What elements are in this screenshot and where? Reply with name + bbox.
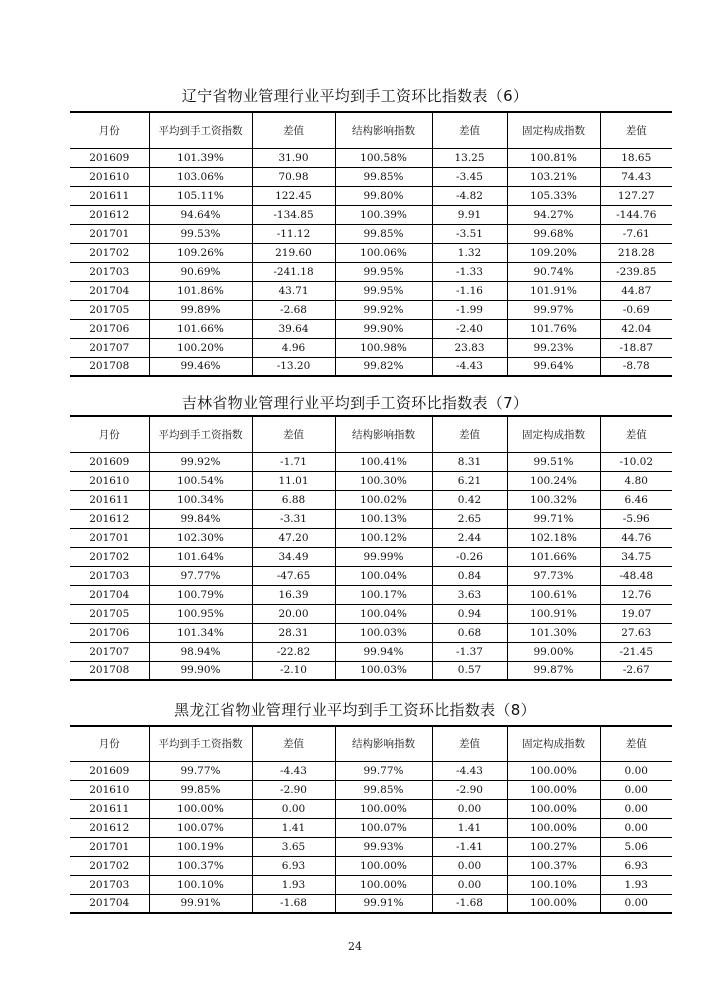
table-cell: 5.06 — [600, 837, 672, 856]
table-row — [70, 205, 672, 224]
table-row — [70, 604, 672, 623]
table-cell: -2.90 — [252, 780, 335, 799]
table-cell: 201703 — [89, 569, 130, 582]
table-cell: 201708 — [89, 664, 130, 677]
table-cell: 99.80% — [335, 186, 432, 205]
table-cell: -1.68 — [432, 894, 507, 913]
table-cell: 100.81% — [507, 148, 600, 167]
table-cell: 99.87% — [507, 661, 600, 680]
column-header: 差值 — [432, 726, 507, 761]
table-cell: 201612 — [89, 208, 130, 221]
table-cell: 201705 — [89, 607, 130, 620]
table-cell: 100.00% — [335, 875, 432, 894]
table-cell: 97.77% — [149, 566, 252, 585]
table-cell: 16.39 — [252, 585, 335, 604]
table-cell: 201609 — [89, 151, 130, 164]
table-cell: 99.97% — [507, 300, 600, 319]
table-cell: 201705 — [89, 303, 130, 316]
table-cell: 100.00% — [507, 761, 600, 780]
table-cell: 99.99% — [335, 547, 432, 566]
table-cell: 0.00 — [432, 856, 507, 875]
table-cell: 97.73% — [507, 566, 600, 585]
table-cell: 28.31 — [252, 623, 335, 642]
table-row — [70, 357, 672, 376]
header-row — [70, 726, 672, 761]
table-cell: 99.51% — [507, 452, 600, 471]
table-cell: 201610 — [89, 170, 130, 183]
table-cell: 100.37% — [149, 856, 252, 875]
table-cell: 105.33% — [507, 186, 600, 205]
table-cell: 201708 — [89, 360, 130, 373]
table-cell: 201703 — [89, 265, 130, 278]
table-cell: 99.92% — [149, 452, 252, 471]
table-cell: 99.93% — [335, 837, 432, 856]
table-cell: 90.69% — [149, 262, 252, 281]
table-row — [70, 319, 672, 338]
table-cell: -7.61 — [600, 224, 672, 243]
table-cell: 0.00 — [432, 875, 507, 894]
table-row — [70, 528, 672, 547]
table-cell: 100.02% — [335, 490, 432, 509]
table-title: 黑龙江省物业管理行业平均到手工资环比指数表（8） — [174, 701, 536, 719]
table-cell: 0.68 — [432, 623, 507, 642]
table-row — [70, 642, 672, 661]
table-cell: 201701 — [89, 531, 130, 544]
table-row — [70, 281, 672, 300]
table-cell: 20.00 — [252, 604, 335, 623]
table-cell: 6.21 — [432, 471, 507, 490]
column-header: 差值 — [432, 416, 507, 452]
table-cell: 100.91% — [507, 604, 600, 623]
table-cell: -2.10 — [252, 661, 335, 680]
table-cell: 100.19% — [149, 837, 252, 856]
table-cell: -1.16 — [432, 281, 507, 300]
table-row — [70, 471, 672, 490]
column-header: 平均到手工资指数 — [149, 726, 252, 761]
table-cell: 100.04% — [335, 604, 432, 623]
table-cell: -47.65 — [252, 566, 335, 585]
table-cell: 201703 — [89, 878, 130, 891]
header-row — [70, 112, 672, 148]
table-cell: 99.95% — [335, 262, 432, 281]
table-cell: -8.78 — [600, 357, 672, 376]
table-cell: 98.94% — [149, 642, 252, 661]
column-header: 固定构成指数 — [507, 726, 600, 761]
table-cell: 99.23% — [507, 338, 600, 357]
table-row — [70, 585, 672, 604]
table-cell: 100.79% — [149, 585, 252, 604]
table-cell: -0.69 — [600, 300, 672, 319]
table-cell: 100.04% — [335, 566, 432, 585]
table-cell: 201702 — [89, 550, 130, 563]
table-cell: 0.00 — [432, 799, 507, 818]
table-row — [70, 661, 672, 680]
table-cell: 201611 — [89, 189, 130, 202]
table-cell: 101.66% — [507, 547, 600, 566]
table-cell: 201704 — [89, 897, 130, 910]
table-cell: 201611 — [89, 802, 130, 815]
table-cell: 201610 — [89, 783, 130, 796]
table-cell: -3.51 — [432, 224, 507, 243]
table-block-liaoning — [70, 86, 657, 377]
table-cell: 27.63 — [600, 623, 672, 642]
table-cell: 11.01 — [252, 471, 335, 490]
table-cell: 100.07% — [149, 818, 252, 837]
table-cell: 0.00 — [600, 818, 672, 837]
table-row — [70, 761, 672, 780]
table-cell: 0.00 — [600, 894, 672, 913]
table-cell: -0.26 — [432, 547, 507, 566]
table-cell: 90.74% — [507, 262, 600, 281]
table-cell: 18.65 — [600, 148, 672, 167]
table-cell: 100.00% — [149, 799, 252, 818]
table-cell: -1.33 — [432, 262, 507, 281]
table-cell: -21.45 — [600, 642, 672, 661]
table-row — [70, 818, 672, 837]
table-cell: 100.32% — [507, 490, 600, 509]
table-cell: 34.49 — [252, 547, 335, 566]
table-row — [70, 856, 672, 875]
table-cell: -4.43 — [252, 761, 335, 780]
table-row — [70, 799, 672, 818]
table-cell: 100.20% — [149, 338, 252, 357]
table-cell: 201702 — [89, 859, 130, 872]
table-cell: 201702 — [89, 246, 130, 259]
column-header: 结构影响指数 — [335, 726, 432, 761]
table-cell: 201610 — [89, 474, 130, 487]
table-cell: 201609 — [89, 455, 130, 468]
table-cell: 101.91% — [507, 281, 600, 300]
table-cell: 99.95% — [335, 281, 432, 300]
index-table — [70, 415, 672, 681]
table-cell: 0.00 — [252, 799, 335, 818]
table-cell: 201612 — [89, 512, 130, 525]
table-block-jilin — [70, 393, 654, 681]
table-cell: 3.65 — [252, 837, 335, 856]
table-cell: 99.91% — [335, 894, 432, 913]
column-header: 差值 — [432, 112, 507, 148]
table-cell: 99.85% — [335, 780, 432, 799]
table-cell: 99.85% — [335, 167, 432, 186]
table-cell: 201706 — [89, 322, 130, 335]
column-header: 平均到手工资指数 — [149, 416, 252, 452]
table-cell: 8.31 — [432, 452, 507, 471]
table-cell: -1.99 — [432, 300, 507, 319]
column-header: 差值 — [252, 112, 335, 148]
table-cell: 4.96 — [252, 338, 335, 357]
table-row — [70, 875, 672, 894]
table-row — [70, 262, 672, 281]
table-cell: 100.06% — [335, 243, 432, 262]
table-title: 辽宁省物业管理行业平均到手工资环比指数表（6） — [181, 87, 529, 105]
table-cell: 100.34% — [149, 490, 252, 509]
table-row — [70, 509, 672, 528]
table-cell: -4.43 — [432, 761, 507, 780]
table-cell: 100.95% — [149, 604, 252, 623]
table-cell: -1.41 — [432, 837, 507, 856]
table-cell: 100.17% — [335, 585, 432, 604]
table-cell: 218.28 — [600, 243, 672, 262]
table-cell: 102.30% — [149, 528, 252, 547]
table-cell: 31.90 — [252, 148, 335, 167]
table-cell: -22.82 — [252, 642, 335, 661]
table-cell: 100.00% — [335, 799, 432, 818]
table-row — [70, 490, 672, 509]
table-cell: 100.10% — [149, 875, 252, 894]
table-cell: 44.87 — [600, 281, 672, 300]
column-header: 平均到手工资指数 — [149, 112, 252, 148]
table-cell: 34.75 — [600, 547, 672, 566]
table-cell: 100.00% — [335, 856, 432, 875]
table-row — [70, 243, 672, 262]
header-row — [70, 416, 672, 452]
table-cell: -48.48 — [600, 566, 672, 585]
table-cell: 94.64% — [149, 205, 252, 224]
table-cell: 99.92% — [335, 300, 432, 319]
table-cell: 100.10% — [507, 875, 600, 894]
table-block-heilongjiang — [70, 700, 648, 914]
table-cell: 99.68% — [507, 224, 600, 243]
table-row — [70, 224, 672, 243]
table-cell: 201609 — [89, 764, 130, 777]
table-cell: 99.84% — [149, 509, 252, 528]
table-cell: 99.91% — [149, 894, 252, 913]
table-cell: 1.93 — [252, 875, 335, 894]
table-cell: 201701 — [89, 227, 130, 240]
table-cell: 201707 — [89, 341, 130, 354]
table-row — [70, 300, 672, 319]
column-header: 差值 — [600, 112, 672, 148]
table-cell: 100.54% — [149, 471, 252, 490]
table-cell: 0.00 — [600, 780, 672, 799]
table-cell: 1.32 — [432, 243, 507, 262]
table-row — [70, 167, 672, 186]
table-row — [70, 623, 672, 642]
table-row — [70, 452, 672, 471]
table-cell: 99.90% — [335, 319, 432, 338]
page-number: 24 — [348, 940, 362, 953]
table-title: 吉林省物业管理行业平均到手工资环比指数表（7） — [181, 394, 529, 412]
table-cell: 99.82% — [335, 357, 432, 376]
column-header: 月份 — [98, 428, 120, 441]
table-cell: 6.46 — [600, 490, 672, 509]
table-cell: 100.03% — [335, 661, 432, 680]
table-cell: -1.37 — [432, 642, 507, 661]
table-cell: 100.00% — [507, 818, 600, 837]
table-cell: 103.06% — [149, 167, 252, 186]
table-cell: 109.26% — [149, 243, 252, 262]
table-cell: 39.64 — [252, 319, 335, 338]
table-cell: 201612 — [89, 821, 130, 834]
table-cell: 4.80 — [600, 471, 672, 490]
table-cell: 99.71% — [507, 509, 600, 528]
table-cell: -2.90 — [432, 780, 507, 799]
table-cell: 44.76 — [600, 528, 672, 547]
table-cell: -2.68 — [252, 300, 335, 319]
table-cell: 101.30% — [507, 623, 600, 642]
column-header: 月份 — [98, 124, 120, 137]
table-cell: 201704 — [89, 588, 130, 601]
table-cell: 201704 — [89, 284, 130, 297]
table-cell: -2.67 — [600, 661, 672, 680]
table-cell: 99.85% — [149, 780, 252, 799]
table-cell: -2.40 — [432, 319, 507, 338]
table-cell: 99.94% — [335, 642, 432, 661]
table-cell: -18.87 — [600, 338, 672, 357]
table-cell: 219.60 — [252, 243, 335, 262]
table-cell: 6.88 — [252, 490, 335, 509]
table-cell: 99.53% — [149, 224, 252, 243]
table-row — [70, 547, 672, 566]
table-row — [70, 148, 672, 167]
table-cell: 101.64% — [149, 547, 252, 566]
column-header: 差值 — [252, 726, 335, 761]
column-header: 固定构成指数 — [507, 416, 600, 452]
table-cell: 94.27% — [507, 205, 600, 224]
table-cell: 19.07 — [600, 604, 672, 623]
table-cell: 6.93 — [600, 856, 672, 875]
table-cell: 99.64% — [507, 357, 600, 376]
table-cell: 70.98 — [252, 167, 335, 186]
table-cell: 99.77% — [149, 761, 252, 780]
table-cell: 0.00 — [600, 761, 672, 780]
table-cell: 99.85% — [335, 224, 432, 243]
table-cell: 1.41 — [252, 818, 335, 837]
table-cell: -3.31 — [252, 509, 335, 528]
table-row — [70, 894, 672, 913]
table-cell: 0.57 — [432, 661, 507, 680]
column-header: 结构影响指数 — [335, 416, 432, 452]
table-cell: 47.20 — [252, 528, 335, 547]
table-cell: 13.25 — [432, 148, 507, 167]
table-cell: 201706 — [89, 626, 130, 639]
table-cell: 0.84 — [432, 566, 507, 585]
table-cell: 201701 — [89, 840, 130, 853]
table-cell: 101.76% — [507, 319, 600, 338]
table-cell: 101.66% — [149, 319, 252, 338]
table-cell: 100.24% — [507, 471, 600, 490]
table-cell: 100.00% — [507, 799, 600, 818]
column-header: 月份 — [98, 738, 120, 751]
table-cell: 100.13% — [335, 509, 432, 528]
table-cell: -1.71 — [252, 452, 335, 471]
table-cell: 42.04 — [600, 319, 672, 338]
column-header: 差值 — [252, 416, 335, 452]
table-cell: 101.39% — [149, 148, 252, 167]
table-cell: 99.89% — [149, 300, 252, 319]
table-cell: 3.63 — [432, 585, 507, 604]
table-cell: 23.83 — [432, 338, 507, 357]
table-cell: 2.65 — [432, 509, 507, 528]
column-header: 结构影响指数 — [335, 112, 432, 148]
table-cell: 100.07% — [335, 818, 432, 837]
column-header: 差值 — [600, 416, 672, 452]
table-cell: 43.71 — [252, 281, 335, 300]
table-cell: -4.43 — [432, 357, 507, 376]
table-cell: 1.41 — [432, 818, 507, 837]
table-cell: 100.30% — [335, 471, 432, 490]
table-cell: 101.34% — [149, 623, 252, 642]
index-table — [70, 111, 672, 377]
table-cell: -239.85 — [600, 262, 672, 281]
table-cell: 0.00 — [600, 799, 672, 818]
table-cell: 103.21% — [507, 167, 600, 186]
table-cell: 99.90% — [149, 661, 252, 680]
table-cell: 0.42 — [432, 490, 507, 509]
table-cell: 100.61% — [507, 585, 600, 604]
table-cell: -241.18 — [252, 262, 335, 281]
table-cell: 127.27 — [600, 186, 672, 205]
column-header: 固定构成指数 — [507, 112, 600, 148]
table-cell: 99.46% — [149, 357, 252, 376]
table-row — [70, 780, 672, 799]
table-row — [70, 338, 672, 357]
table-cell: 100.00% — [507, 780, 600, 799]
table-row — [70, 566, 672, 585]
table-cell: -13.20 — [252, 357, 335, 376]
table-cell: 122.45 — [252, 186, 335, 205]
table-cell: 100.12% — [335, 528, 432, 547]
table-cell: -1.68 — [252, 894, 335, 913]
table-row — [70, 186, 672, 205]
table-cell: 100.39% — [335, 205, 432, 224]
table-cell: -10.02 — [600, 452, 672, 471]
table-cell: -5.96 — [600, 509, 672, 528]
table-cell: 201611 — [89, 493, 130, 506]
table-cell: 100.58% — [335, 148, 432, 167]
table-cell: 1.93 — [600, 875, 672, 894]
table-cell: 100.27% — [507, 837, 600, 856]
table-cell: 100.03% — [335, 623, 432, 642]
table-cell: 102.18% — [507, 528, 600, 547]
table-cell: 99.77% — [335, 761, 432, 780]
table-cell: 105.11% — [149, 186, 252, 205]
table-cell: 6.93 — [252, 856, 335, 875]
table-cell: 100.37% — [507, 856, 600, 875]
table-row — [70, 837, 672, 856]
table-cell: 9.91 — [432, 205, 507, 224]
table-cell: 100.00% — [507, 894, 600, 913]
table-cell: 74.43 — [600, 167, 672, 186]
table-cell: 12.76 — [600, 585, 672, 604]
table-cell: 109.20% — [507, 243, 600, 262]
table-cell: 0.94 — [432, 604, 507, 623]
table-cell: -144.76 — [600, 205, 672, 224]
table-cell: 99.00% — [507, 642, 600, 661]
table-cell: -4.82 — [432, 186, 507, 205]
table-cell: 100.98% — [335, 338, 432, 357]
column-header: 差值 — [600, 726, 672, 761]
table-cell: -3.45 — [432, 167, 507, 186]
table-cell: 101.86% — [149, 281, 252, 300]
table-cell: 201707 — [89, 645, 130, 658]
table-cell: -11.12 — [252, 224, 335, 243]
table-cell: 2.44 — [432, 528, 507, 547]
table-cell: 100.41% — [335, 452, 432, 471]
table-cell: -134.85 — [252, 205, 335, 224]
index-table — [70, 725, 672, 914]
